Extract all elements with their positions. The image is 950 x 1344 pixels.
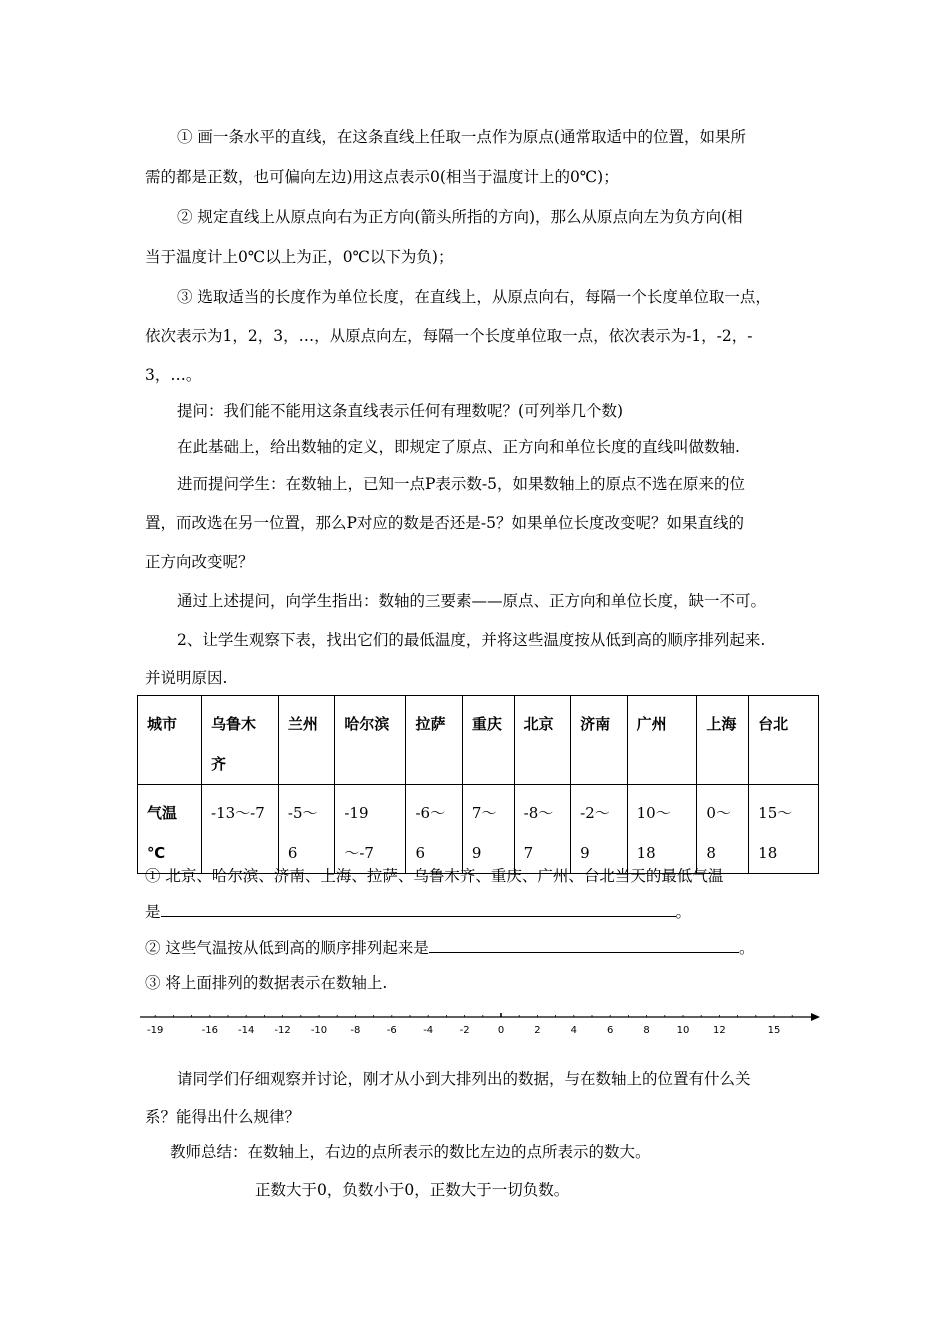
city-cell: 乌鲁木齐 (202, 696, 279, 785)
city-cell: 兰州 (278, 696, 334, 785)
temp-cell: -2～9 (571, 785, 627, 874)
number-line-label: -19 (147, 1025, 164, 1036)
table-header-temp (138, 785, 202, 874)
temp-cell: -8～7 (514, 785, 570, 874)
number-line-label: 0 (497, 1025, 505, 1036)
temp-cell: 10～18 (627, 785, 697, 874)
para1-line1: ① 画一条水平的直线，在这条直线上任取一点作为原点(通常取适中的位置，如果所 (177, 128, 746, 146)
para3-line2: 依次表示为1，2，3，…，从原点向左，每隔一个长度单位取一点，依次表示为-1，-2，- (145, 327, 753, 345)
q2-answer-blank[interactable] (429, 938, 739, 953)
q1-answer-blank[interactable] (161, 902, 676, 917)
temperature-table (137, 695, 819, 874)
q2-line (145, 938, 754, 958)
temp-cell: 0～8 (697, 785, 749, 874)
temp-header-label: 气温 (147, 804, 178, 822)
number-line-label: -8 (350, 1025, 361, 1036)
number-line-label: 6 (607, 1025, 614, 1036)
city-cell: 北京 (514, 696, 570, 785)
number-line-label: 2 (534, 1025, 541, 1036)
number-line-label: -14 (238, 1025, 255, 1036)
table-header-city: 城市 (138, 696, 202, 785)
para1-line2: 需的都是正数，也可偏向左边)用这点表示0(相当于温度计上的0℃)； (145, 168, 619, 186)
number-line-label: -4 (423, 1025, 434, 1036)
city-cell: 拉萨 (406, 696, 462, 785)
definition: 在此基础上，给出数轴的定义，即规定了原点、正方向和单位长度的直线叫做数轴. (177, 438, 740, 456)
temp-cell: 15～18 (749, 785, 819, 874)
city-cell: 台北 (749, 696, 819, 785)
question2-line3: 正方向改变呢？ (145, 553, 254, 571)
para3-line3: 3，…。 (145, 366, 202, 384)
number-line-arrow-icon (811, 1013, 820, 1021)
temp-cell: 7～9 (462, 785, 514, 874)
city-cell: 广州 (627, 696, 697, 785)
number-line-label: 12 (713, 1025, 726, 1036)
discussion-line1: 请同学们仔细观察并讨论，刚才从小到大排列出的数据，与在数轴上的位置有什么关 (177, 1070, 751, 1088)
para2-line2: 当于温度计上0℃以上为正，0℃以下为负)； (145, 248, 454, 266)
question2-line1: 进而提问学生：在数轴上，已知一点P表示数-5，如果数轴上的原点不选在原来的位 (177, 475, 746, 493)
number-line-label: -2 (459, 1025, 470, 1036)
table-row-temps (138, 785, 819, 874)
number-line-label: 4 (570, 1025, 577, 1036)
number-line (140, 1005, 830, 1041)
q1-suffix: 。 (675, 903, 692, 921)
temp-cell: -19～-7 (335, 785, 406, 874)
number-line-label: 8 (643, 1025, 650, 1036)
task2-line1: 2、让学生观察下表，找出它们的最低温度，并将这些温度按从低到高的顺序排列起来. (177, 631, 766, 649)
number-line-label: 15 (767, 1025, 781, 1036)
q1-prefix: 是 (145, 903, 161, 921)
question1: 提问：我们能不能用这条直线表示任何有理数呢？(可列举几个数) (177, 402, 624, 420)
teacher-summary: 教师总结：在数轴上，右边的点所表示的数比左边的点所表示的数大。 (170, 1143, 651, 1161)
discussion-line2: 系？能得出什么规律？ (145, 1108, 301, 1126)
city-cell: 哈尔滨 (335, 696, 406, 785)
conclusion: 正数大于0，负数小于0，正数大于一切负数。 (255, 1181, 570, 1199)
temp-cell: -6～6 (406, 785, 462, 874)
summary-elements: 通过上述提问，向学生指出：数轴的三要素——原点、正方向和单位长度，缺一不可。 (177, 592, 767, 610)
number-line-labels (147, 1025, 780, 1036)
q3-line: ③ 将上面排列的数据表示在数轴上. (145, 974, 388, 992)
city-cell: 重庆 (462, 696, 514, 785)
number-line-label: -12 (274, 1025, 291, 1036)
number-line-label: 10 (676, 1025, 690, 1036)
number-line-label: -10 (310, 1025, 328, 1036)
temp-header-unit: ℃ (147, 844, 166, 862)
temp-cell: -5～6 (278, 785, 334, 874)
city-cell: 济南 (571, 696, 627, 785)
temp-cell: -13～-7 (202, 785, 279, 874)
q1-line1: ① 北京、哈尔滨、济南、上海、拉萨、乌鲁木齐、重庆、广州、台北当天的最低气温 (145, 867, 724, 885)
q1-line2 (145, 902, 691, 922)
table-row-cities (138, 696, 819, 785)
city-cell: 上海 (697, 696, 749, 785)
task2-line2: 并说明原因. (145, 669, 228, 687)
number-line-label: -6 (386, 1025, 397, 1036)
question2-line2: 置，而改选在另一位置，那么P对应的数是否还是-5？如果单位长度改变呢？如果直线的 (145, 514, 745, 532)
para2-line1: ② 规定直线上从原点向右为正方向(箭头所指的方向)，那么从原点向左为负方向(相 (177, 208, 743, 226)
q2-text: ② 这些气温按从低到高的顺序排列起来是 (145, 939, 429, 957)
number-line-label: -16 (201, 1025, 218, 1036)
q2-suffix: 。 (738, 939, 755, 957)
para3-line1: ③ 选取适当的长度作为单位长度，在直线上，从原点向右，每隔一个长度单位取一点， (177, 288, 771, 306)
